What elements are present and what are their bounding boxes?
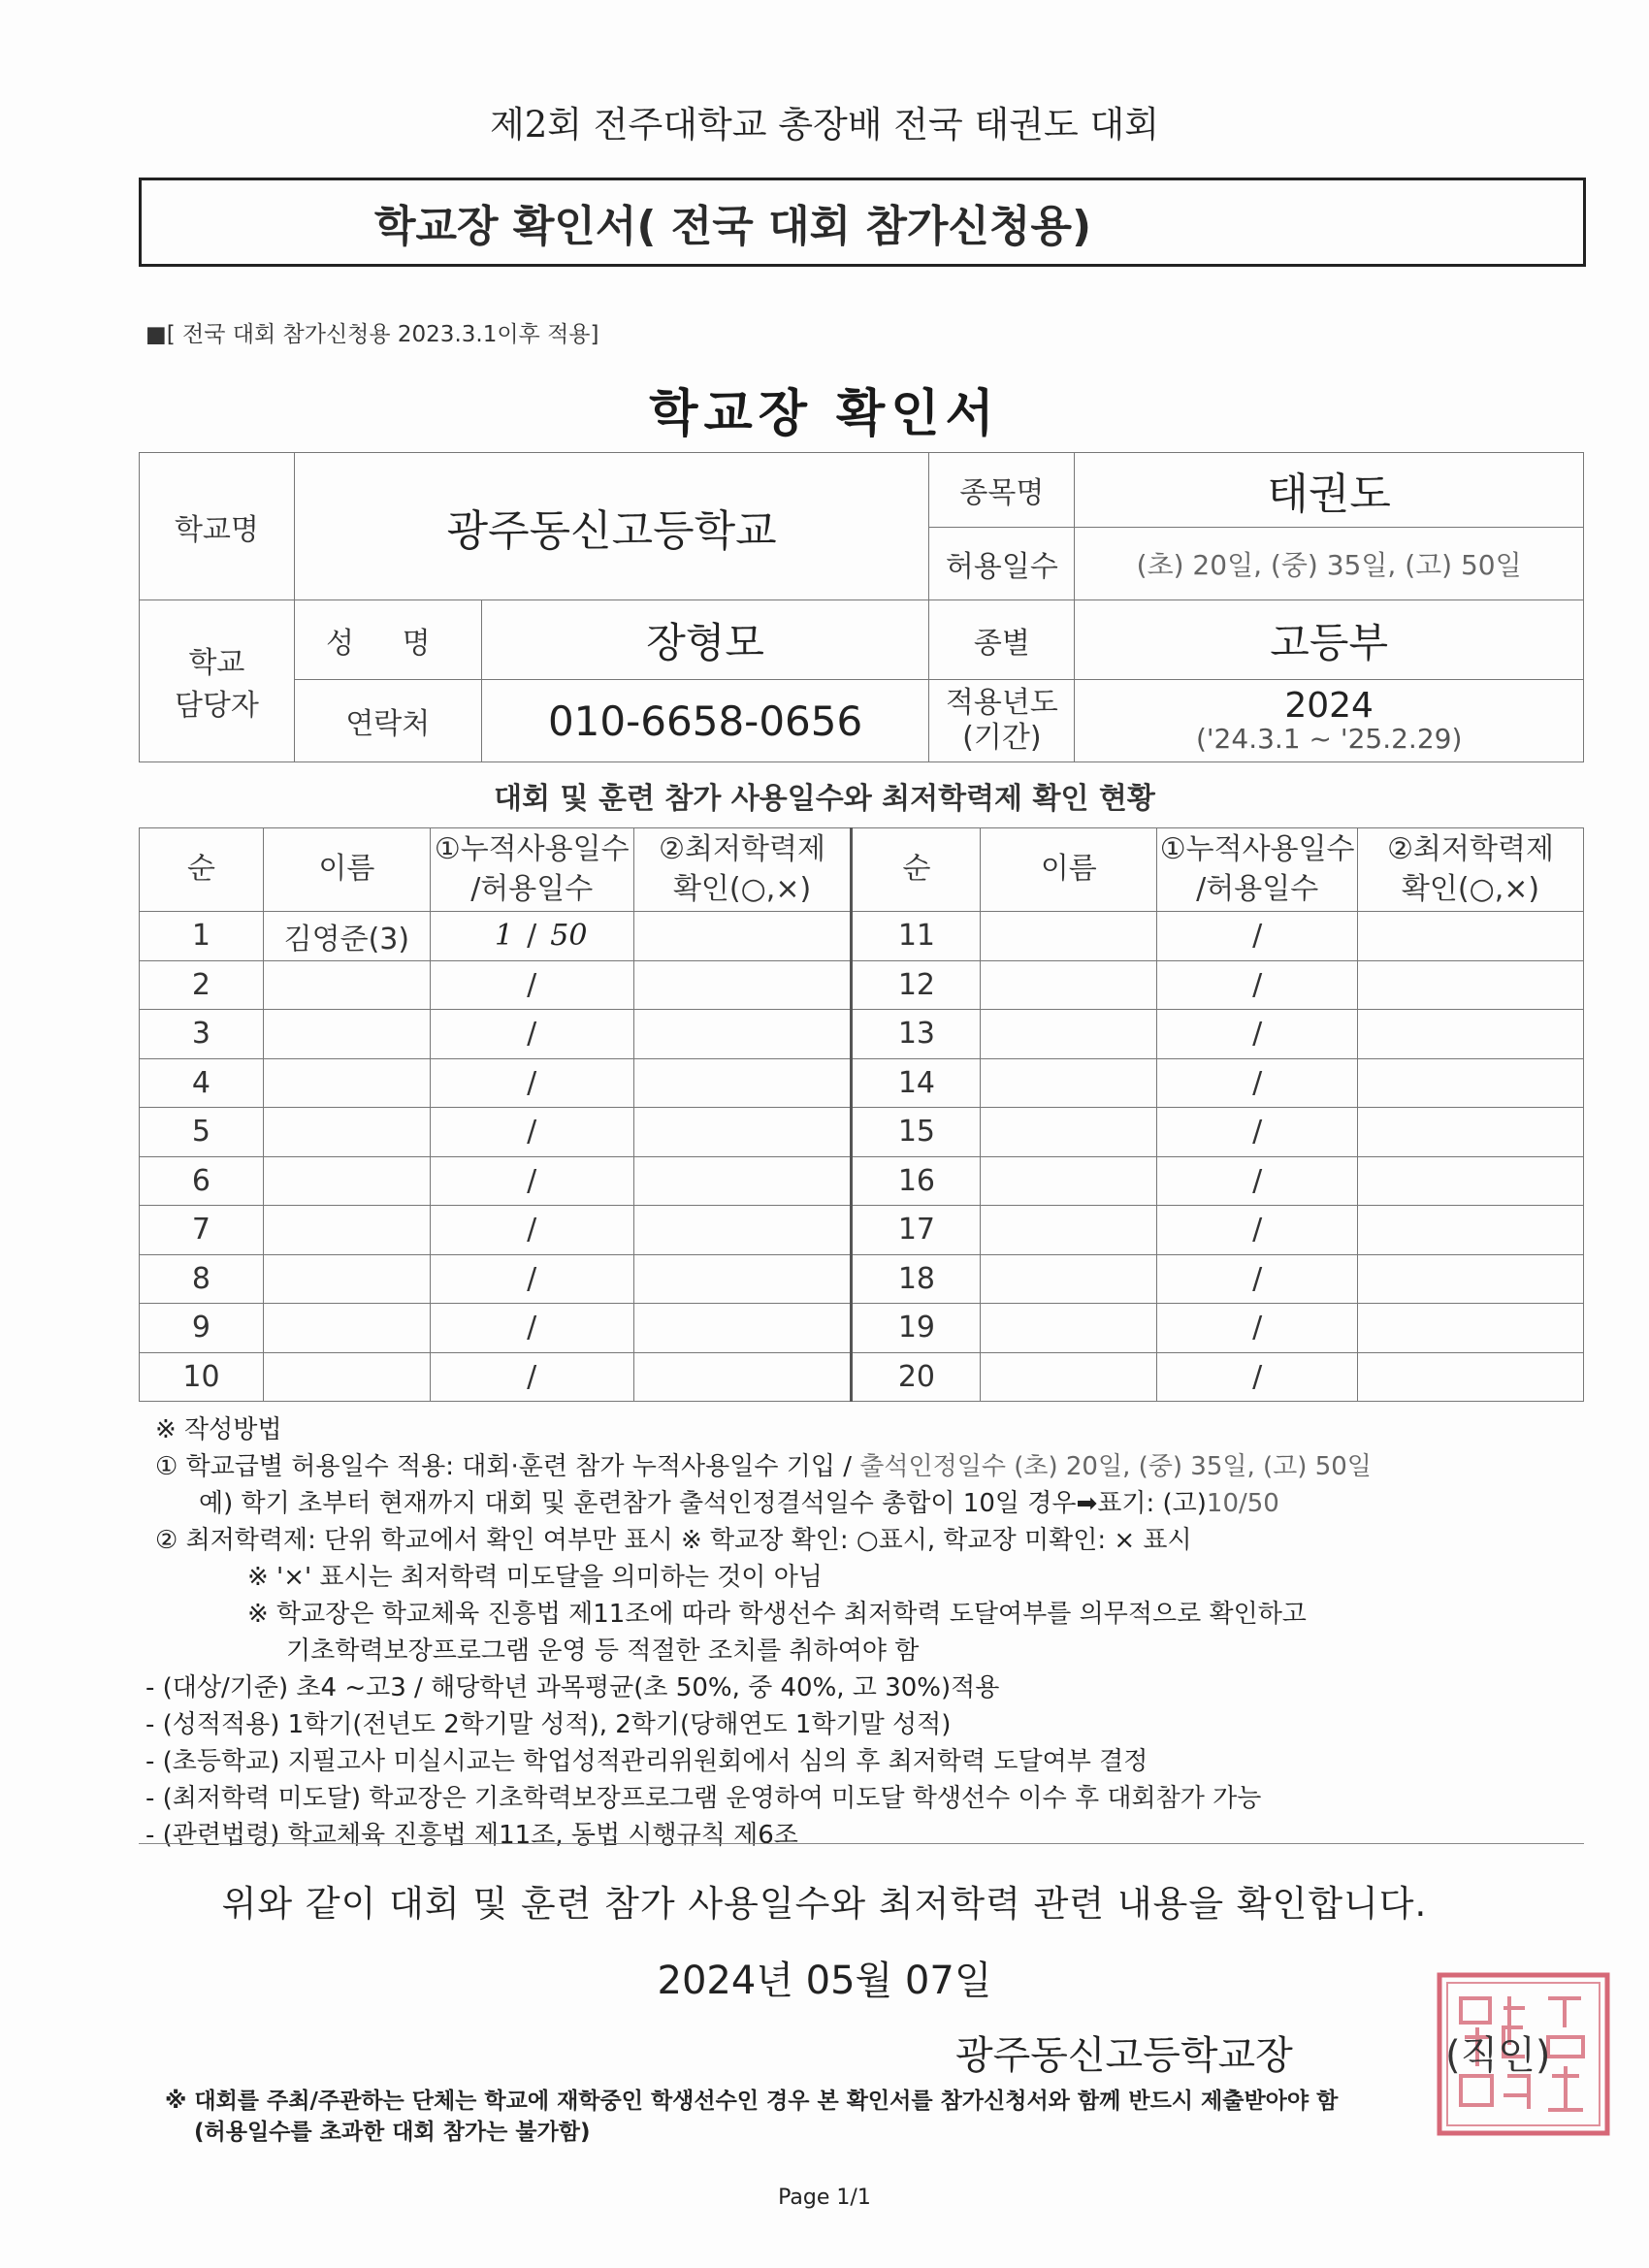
row-no-right: 19 <box>852 1304 981 1353</box>
row-check-right <box>1358 1206 1584 1255</box>
row-no: 6 <box>140 1156 264 1206</box>
contact-phone-value: 010-6658-0656 <box>481 680 929 762</box>
days-slash: / <box>527 1115 537 1150</box>
footer-note-line-1: ※ 대회를 주최/주관하는 단체는 학교에 재학중인 학생선수인 경우 본 확인서를 참가신청서와 함께 반드시 제출받아야 함 <box>165 2089 1339 2114</box>
col-days-right-line-2: /허용일수 <box>1196 871 1319 906</box>
row-days <box>430 1254 633 1304</box>
row-no: 7 <box>140 1206 264 1255</box>
row-name-right <box>981 1254 1157 1304</box>
main-title: 학교장 확인서 <box>649 385 1000 443</box>
row-name <box>263 1304 430 1353</box>
row-days <box>430 1010 633 1059</box>
school-label: 학교명 <box>140 453 295 600</box>
table-row <box>140 1108 1584 1157</box>
col-no-right: 순 <box>852 828 981 912</box>
row-days-right <box>1157 1058 1358 1108</box>
days-slash: / <box>527 1311 537 1345</box>
row-check <box>633 1254 852 1304</box>
contact-name-label: 성 명 <box>294 600 481 680</box>
row-days <box>430 1352 633 1402</box>
sport-value: 태권도 <box>1075 453 1584 528</box>
row-check <box>633 1108 852 1157</box>
guide-line-5: ※ 학교장은 학교체육 진흥법 제11조에 따라 학생선수 최저학력 도달여부를 의무적으로 확인하고 <box>247 1600 1307 1629</box>
contact-group-label <box>140 600 295 762</box>
year-label-2: (기간) <box>962 721 1042 755</box>
row-no-right: 12 <box>852 960 981 1010</box>
footer-note-line-2: (허용일수를 초과한 대회 참가는 불가함) <box>194 2120 591 2145</box>
year-cell <box>1075 680 1584 762</box>
table-row <box>140 1010 1584 1059</box>
document-title-box <box>139 178 1586 267</box>
guide-line-1b: 출석인정일수 (초) 20일, (중) 35일, (고) 50일 <box>859 1452 1372 1481</box>
days-slash: / <box>1252 967 1263 1002</box>
table-row <box>140 912 1584 961</box>
row-check-right <box>1358 960 1584 1010</box>
contact-group-label-2: 담당자 <box>174 689 259 723</box>
row-days-right <box>1157 1206 1358 1255</box>
allowed-days-value: (초) 20일, (중) 35일, (고) 50일 <box>1075 528 1584 600</box>
row-name <box>263 1206 430 1255</box>
row-name <box>263 1352 430 1402</box>
status-table <box>139 827 1584 1402</box>
col-check-line-1: ②최저학력제 <box>659 832 825 866</box>
col-name-right: 이름 <box>981 828 1157 912</box>
contact-phone-label: 연락처 <box>294 680 481 762</box>
row-days-right <box>1157 1108 1358 1157</box>
table-row <box>140 1206 1584 1255</box>
row-name-right <box>981 1352 1157 1402</box>
document-title: 학교장 확인서( 전국 대회 참가신청용) <box>374 202 1092 251</box>
days-slash: / <box>527 1213 537 1247</box>
row-no: 2 <box>140 960 264 1010</box>
confirm-sentence: 위와 같이 대회 및 훈련 참가 사용일수와 최저학력 관련 내용을 확인합니다. <box>221 1883 1428 1925</box>
row-days <box>430 1304 633 1353</box>
apply-note: ■[ 전국 대회 참가신청용 2023.3.1이후 적용] <box>146 322 599 347</box>
days-slash: / <box>1252 919 1263 954</box>
days-slash: / <box>1252 1261 1263 1296</box>
division-value: 고등부 <box>1075 600 1584 680</box>
guide-line-9: - (초등학교) 지필고사 미실시교는 학업성적관리위원회에서 심의 후 최저학력 도달여부 결정 <box>146 1747 1148 1776</box>
row-name <box>263 1254 430 1304</box>
guide-line-1a: ① 학교급별 허용일수 적용: 대회·훈련 참가 누적사용일수 기입 / <box>155 1452 860 1481</box>
row-no: 5 <box>140 1108 264 1157</box>
days-slash: / <box>1252 1017 1263 1052</box>
days-slash: / <box>527 1261 537 1296</box>
row-days-right <box>1157 912 1358 961</box>
days-slash: / <box>1252 1115 1263 1150</box>
guide-line-3: ② 최저학력제: 단위 학교에서 확인 여부만 표시 ※ 학교장 확인: ○표시, 학교장 미확인: × 표시 <box>155 1526 1192 1555</box>
row-name <box>263 960 430 1010</box>
col-days-line-1: ①누적사용일수 <box>434 832 630 866</box>
guide-line-7: - (대상/기준) 초4 ~고3 / 해당학년 과목평균(초 50%, 중 40%, 고 30%)적용 <box>146 1673 1000 1702</box>
school-name: 광주동신고등학교 <box>294 453 929 600</box>
row-check <box>633 1206 852 1255</box>
row-no-right: 16 <box>852 1156 981 1206</box>
row-check-right <box>1358 1254 1584 1304</box>
row-check-right <box>1358 1352 1584 1402</box>
footer-note <box>165 2086 1581 2148</box>
event-title: 제2회 전주대학교 총장배 전국 태권도 대회 <box>490 104 1159 146</box>
row-check-right <box>1358 1058 1584 1108</box>
row-days-right <box>1157 960 1358 1010</box>
col-check <box>633 828 852 912</box>
row-check-right <box>1358 1010 1584 1059</box>
guide-title: ※ 작성방법 <box>155 1415 282 1444</box>
year-value: 2024 <box>1284 685 1374 726</box>
row-check-right <box>1358 1304 1584 1353</box>
guide-divider <box>139 1843 1584 1844</box>
row-check <box>633 1010 852 1059</box>
table-row <box>140 1352 1584 1402</box>
row-name-right <box>981 1010 1157 1059</box>
days-slash: / <box>1252 1213 1263 1247</box>
days-slash: / <box>1252 1065 1263 1100</box>
row-name-right <box>981 960 1157 1010</box>
row-days <box>430 960 633 1010</box>
guide-line-4: ※ '×' 표시는 최저학력 미도달을 의미하는 것이 아님 <box>247 1563 823 1592</box>
row-days <box>430 1156 633 1206</box>
row-check <box>633 1058 852 1108</box>
row-days-right <box>1157 1254 1358 1304</box>
contact-group-label-1: 학교 <box>188 646 245 680</box>
days-slash: / <box>527 967 537 1002</box>
row-no-right: 14 <box>852 1058 981 1108</box>
row-check <box>633 1156 852 1206</box>
row-no: 9 <box>140 1304 264 1353</box>
col-check-line-2: 확인(○,×) <box>672 871 812 906</box>
row-days-right <box>1157 1352 1358 1402</box>
col-check-right-line-2: 확인(○,×) <box>1401 871 1540 906</box>
row-days-right <box>1157 1304 1358 1353</box>
allowed-days-label: 허용일수 <box>929 528 1075 600</box>
guide-line-10: - (최저학력 미도달) 학교장은 기초학력보장프로그램 운영하여 미도달 학생선수 이수 후 대회참가 가능 <box>146 1784 1262 1813</box>
writing-guide <box>146 1411 1591 1854</box>
days-slash: / <box>527 1359 537 1394</box>
col-check-right-line-1: ②최저학력제 <box>1387 832 1554 866</box>
row-no-right: 15 <box>852 1108 981 1157</box>
days-slash: / <box>527 919 537 954</box>
row-name-right <box>981 912 1157 961</box>
contact-name-value: 장형모 <box>481 600 929 680</box>
row-no-right: 18 <box>852 1254 981 1304</box>
row-days-right <box>1157 1156 1358 1206</box>
guide-line-8: - (성적적용) 1학기(전년도 2학기말 성적), 2학기(당해연도 1학기말 성적) <box>146 1710 952 1739</box>
row-name-right <box>981 1206 1157 1255</box>
days-slash: / <box>1252 1359 1263 1394</box>
row-name <box>263 1058 430 1108</box>
row-name <box>263 1156 430 1206</box>
confirm-date: 2024년 05월 07일 <box>657 1959 992 2003</box>
col-days-right <box>1157 828 1358 912</box>
page-number: Page 1/1 <box>778 2186 871 2210</box>
col-days-line-2: /허용일수 <box>470 871 594 906</box>
col-no: 순 <box>140 828 264 912</box>
row-no: 4 <box>140 1058 264 1108</box>
row-days <box>430 1058 633 1108</box>
row-check-right <box>1358 1108 1584 1157</box>
col-check-right <box>1358 828 1584 912</box>
row-days <box>430 1206 633 1255</box>
guide-line-11: - (관련법령) 학교체육 진흥법 제11조, 동법 시행규칙 제6조 <box>146 1821 798 1850</box>
col-days-right-line-1: ①누적사용일수 <box>1159 832 1355 866</box>
allowed-days-value: 50 <box>550 919 588 954</box>
info-table <box>139 452 1584 762</box>
row-no-right: 17 <box>852 1206 981 1255</box>
row-check <box>633 1352 852 1402</box>
row-name-right <box>981 1304 1157 1353</box>
guide-line-2a: 예) 학기 초부터 현재까지 대회 및 훈련참가 출석인정결석일수 총합이 10일 경우➡표기: (고) <box>199 1489 1207 1518</box>
row-no: 1 <box>140 912 264 961</box>
days-slash: / <box>1252 1163 1263 1198</box>
row-check <box>633 960 852 1010</box>
used-days-value: 1 <box>495 919 514 954</box>
status-heading: 대회 및 훈련 참가 사용일수와 최저학력제 확인 현황 <box>494 782 1155 816</box>
days-slash: / <box>527 1163 537 1198</box>
row-no-right: 11 <box>852 912 981 961</box>
row-check-right <box>1358 912 1584 961</box>
division-label: 종별 <box>929 600 1075 680</box>
days-slash: / <box>527 1065 537 1100</box>
row-name: 김영준(3) <box>263 912 430 961</box>
sport-label: 종목명 <box>929 453 1075 528</box>
row-name-right <box>981 1108 1157 1157</box>
table-row <box>140 1058 1584 1108</box>
row-check-right <box>1358 1156 1584 1206</box>
row-days <box>430 1108 633 1157</box>
row-days-right <box>1157 1010 1358 1059</box>
year-label-1: 적용년도 <box>945 686 1058 720</box>
col-name: 이름 <box>263 828 430 912</box>
row-name <box>263 1010 430 1059</box>
table-row <box>140 1254 1584 1304</box>
year-label <box>929 680 1075 762</box>
table-row <box>140 1156 1584 1206</box>
row-name-right <box>981 1156 1157 1206</box>
guide-line-2b: 10/50 <box>1206 1489 1279 1518</box>
row-no: 8 <box>140 1254 264 1304</box>
table-row <box>140 960 1584 1010</box>
days-slash: / <box>1252 1311 1263 1345</box>
row-no: 3 <box>140 1010 264 1059</box>
row-name <box>263 1108 430 1157</box>
status-table-header <box>140 828 1584 912</box>
col-days <box>430 828 633 912</box>
year-period: ('24.3.1 ~ '25.2.29) <box>1195 723 1463 756</box>
table-row <box>140 1304 1584 1353</box>
row-check <box>633 1304 852 1353</box>
seal-label: (직인) <box>1445 2033 1551 2078</box>
row-no: 10 <box>140 1352 264 1402</box>
row-days <box>430 912 633 961</box>
row-check <box>633 912 852 961</box>
principal-signature: 광주동신고등학교장 <box>955 2033 1293 2078</box>
row-no-right: 20 <box>852 1352 981 1402</box>
row-no-right: 13 <box>852 1010 981 1059</box>
row-name-right <box>981 1058 1157 1108</box>
guide-line-6: 기초학력보장프로그램 운영 등 적절한 조치를 취하여야 함 <box>286 1636 920 1666</box>
days-slash: / <box>527 1017 537 1052</box>
